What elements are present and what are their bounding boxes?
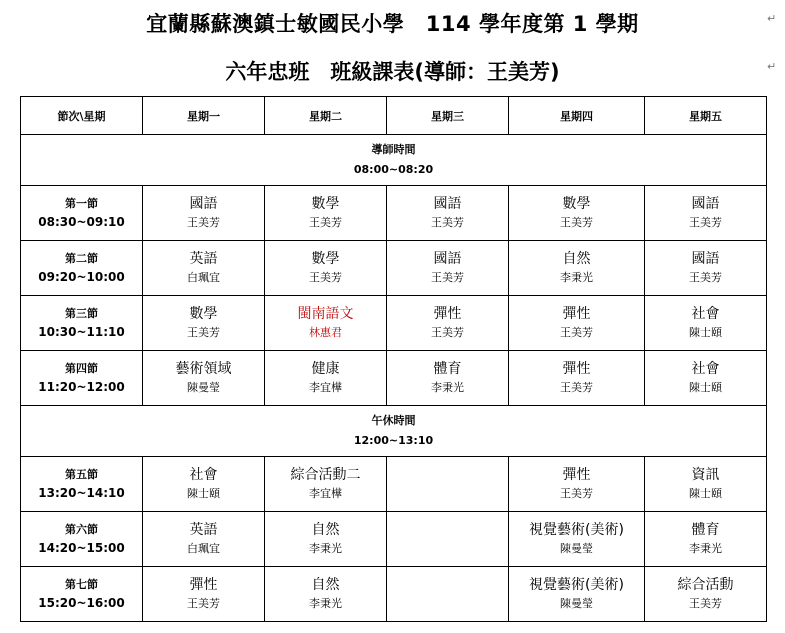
class-cell <box>265 567 387 622</box>
class-cell <box>387 351 509 406</box>
period-row <box>21 186 767 241</box>
subject-name: 閩南語文 <box>297 306 354 322</box>
teacher-name: 王美芳 <box>187 326 220 339</box>
class-cell <box>509 241 645 296</box>
class-cell <box>645 241 767 296</box>
period-row <box>21 567 767 622</box>
subject-name: 英語 <box>189 522 218 538</box>
period-time: 15:20~16:00 <box>38 596 125 610</box>
teacher-name: 王美芳 <box>309 216 342 229</box>
subject-name: 健康 <box>311 361 340 377</box>
class-cell <box>143 512 265 567</box>
period-row <box>21 457 767 512</box>
teacher-name: 王美芳 <box>560 216 593 229</box>
class-cell <box>143 186 265 241</box>
period-time: 11:20~12:00 <box>38 380 125 394</box>
class-cell <box>265 512 387 567</box>
period-name: 第四節 <box>65 362 98 375</box>
class-cell <box>645 457 767 512</box>
teacher-name: 王美芳 <box>560 487 593 500</box>
class-cell <box>645 512 767 567</box>
subject-name: 社會 <box>189 467 218 483</box>
break-row <box>21 406 767 457</box>
subject-name: 彈性 <box>562 467 591 483</box>
class-cell <box>645 186 767 241</box>
subject-name: 社會 <box>691 306 720 322</box>
subject-name: 社會 <box>691 361 720 377</box>
class-cell <box>645 351 767 406</box>
class-cell <box>143 241 265 296</box>
subject-name: 數學 <box>562 196 591 212</box>
teacher-name: 李宜樺 <box>309 381 342 394</box>
period-label-cell <box>21 351 143 406</box>
teacher-name: 王美芳 <box>309 271 342 284</box>
subject-name: 資訊 <box>691 467 720 483</box>
period-label-cell <box>21 296 143 351</box>
class-cell <box>645 567 767 622</box>
subject-name: 綜合活動 <box>677 577 734 593</box>
period-label-cell <box>21 241 143 296</box>
period-name: 第三節 <box>65 307 98 320</box>
class-cell <box>265 296 387 351</box>
teacher-name: 陳士頤 <box>689 487 722 500</box>
break-time: 08:00~08:20 <box>353 163 434 176</box>
subject-name: 體育 <box>433 361 462 377</box>
subject-name: 視覺藝術(美術) <box>529 577 624 593</box>
header-cell: 星期四 <box>509 97 645 135</box>
subject-name: 彈性 <box>562 361 591 377</box>
teacher-name: 王美芳 <box>431 216 464 229</box>
break-cell <box>21 135 767 186</box>
header-cell: 星期三 <box>387 97 509 135</box>
period-row <box>21 512 767 567</box>
class-cell <box>143 296 265 351</box>
break-name: 導師時間 <box>371 143 416 156</box>
teacher-name: 李宜樺 <box>309 487 342 500</box>
paragraph-mark-icon: ↵ <box>767 12 777 25</box>
class-cell <box>143 351 265 406</box>
teacher-name: 王美芳 <box>689 597 722 610</box>
break-time: 12:00~13:10 <box>353 434 434 447</box>
subject-name: 自然 <box>562 251 591 267</box>
class-cell <box>387 567 509 622</box>
subject-name: 國語 <box>691 196 720 212</box>
break-name: 午休時間 <box>371 414 416 427</box>
header-cell: 星期二 <box>265 97 387 135</box>
period-time: 13:20~14:10 <box>38 486 125 500</box>
teacher-name: 王美芳 <box>187 216 220 229</box>
class-cell <box>265 186 387 241</box>
teacher-name: 王美芳 <box>187 597 220 610</box>
class-cell <box>509 457 645 512</box>
header-cell: 星期五 <box>645 97 767 135</box>
class-cell <box>509 296 645 351</box>
class-cell <box>265 457 387 512</box>
teacher-name: 陳曼瑩 <box>187 381 220 394</box>
teacher-name: 李秉光 <box>309 597 342 610</box>
subject-name: 國語 <box>691 251 720 267</box>
teacher-name: 王美芳 <box>560 381 593 394</box>
class-cell <box>509 567 645 622</box>
page-title: 宜蘭縣蘇澳鎮士敏國民小學 114 學年度第 1 學期 <box>146 12 639 36</box>
header-cell: 節次\星期 <box>21 97 143 135</box>
class-cell <box>143 457 265 512</box>
teacher-name: 陳曼瑩 <box>560 597 593 610</box>
teacher-name: 李秉光 <box>689 542 722 555</box>
subject-name: 彈性 <box>189 577 218 593</box>
teacher-name: 李秉光 <box>431 381 464 394</box>
class-cell <box>509 512 645 567</box>
break-cell <box>21 406 767 457</box>
subject-name: 數學 <box>311 196 340 212</box>
period-time: 14:20~15:00 <box>38 541 125 555</box>
page-subtitle: 六年忠班 班級課表(導師：王美芳) <box>225 60 560 84</box>
class-cell <box>509 351 645 406</box>
teacher-name: 王美芳 <box>431 326 464 339</box>
timetable <box>20 96 767 622</box>
teacher-name: 王美芳 <box>689 216 722 229</box>
period-row <box>21 351 767 406</box>
subject-name: 數學 <box>189 306 218 322</box>
period-row <box>21 296 767 351</box>
teacher-name: 王美芳 <box>560 326 593 339</box>
teacher-name: 白珮宜 <box>187 542 220 555</box>
teacher-name: 林惠君 <box>309 326 342 339</box>
class-cell <box>387 296 509 351</box>
teacher-name: 陳士頤 <box>689 381 722 394</box>
teacher-name: 陳士頤 <box>689 326 722 339</box>
subject-name: 自然 <box>311 522 340 538</box>
subject-name: 國語 <box>433 251 462 267</box>
teacher-name: 王美芳 <box>431 271 464 284</box>
period-name: 第五節 <box>65 468 98 481</box>
subject-name: 數學 <box>311 251 340 267</box>
period-time: 10:30~11:10 <box>38 325 125 339</box>
class-cell <box>143 567 265 622</box>
class-cell <box>387 241 509 296</box>
period-name: 第一節 <box>65 197 98 210</box>
period-name: 第七節 <box>65 578 98 591</box>
class-cell <box>645 296 767 351</box>
teacher-name: 李秉光 <box>560 271 593 284</box>
teacher-name: 陳曼瑩 <box>560 542 593 555</box>
period-label-cell <box>21 457 143 512</box>
period-label-cell <box>21 186 143 241</box>
period-label-cell <box>21 512 143 567</box>
teacher-name: 陳士頤 <box>187 487 220 500</box>
teacher-name: 白珮宜 <box>187 271 220 284</box>
subject-name: 彈性 <box>562 306 591 322</box>
period-name: 第六節 <box>65 523 98 536</box>
subject-name: 視覺藝術(美術) <box>529 522 624 538</box>
subject-name: 綜合活動二 <box>290 467 361 483</box>
subject-name: 英語 <box>189 251 218 267</box>
period-row <box>21 241 767 296</box>
period-time: 09:20~10:00 <box>38 270 125 284</box>
subject-name: 國語 <box>433 196 462 212</box>
subject-name: 國語 <box>189 196 218 212</box>
break-row <box>21 135 767 186</box>
subject-name: 體育 <box>691 522 720 538</box>
class-cell <box>387 457 509 512</box>
paragraph-mark-icon: ↵ <box>767 60 777 73</box>
period-name: 第二節 <box>65 252 98 265</box>
teacher-name: 李秉光 <box>309 542 342 555</box>
header-cell: 星期一 <box>143 97 265 135</box>
class-cell <box>387 186 509 241</box>
subject-name: 彈性 <box>433 306 462 322</box>
subject-name: 自然 <box>311 577 340 593</box>
class-cell <box>265 351 387 406</box>
period-time: 08:30~09:10 <box>38 215 125 229</box>
header-row <box>21 97 767 135</box>
class-cell <box>265 241 387 296</box>
class-cell <box>509 186 645 241</box>
subject-name: 藝術領域 <box>175 361 232 377</box>
teacher-name: 王美芳 <box>689 271 722 284</box>
period-label-cell <box>21 567 143 622</box>
class-cell <box>387 512 509 567</box>
